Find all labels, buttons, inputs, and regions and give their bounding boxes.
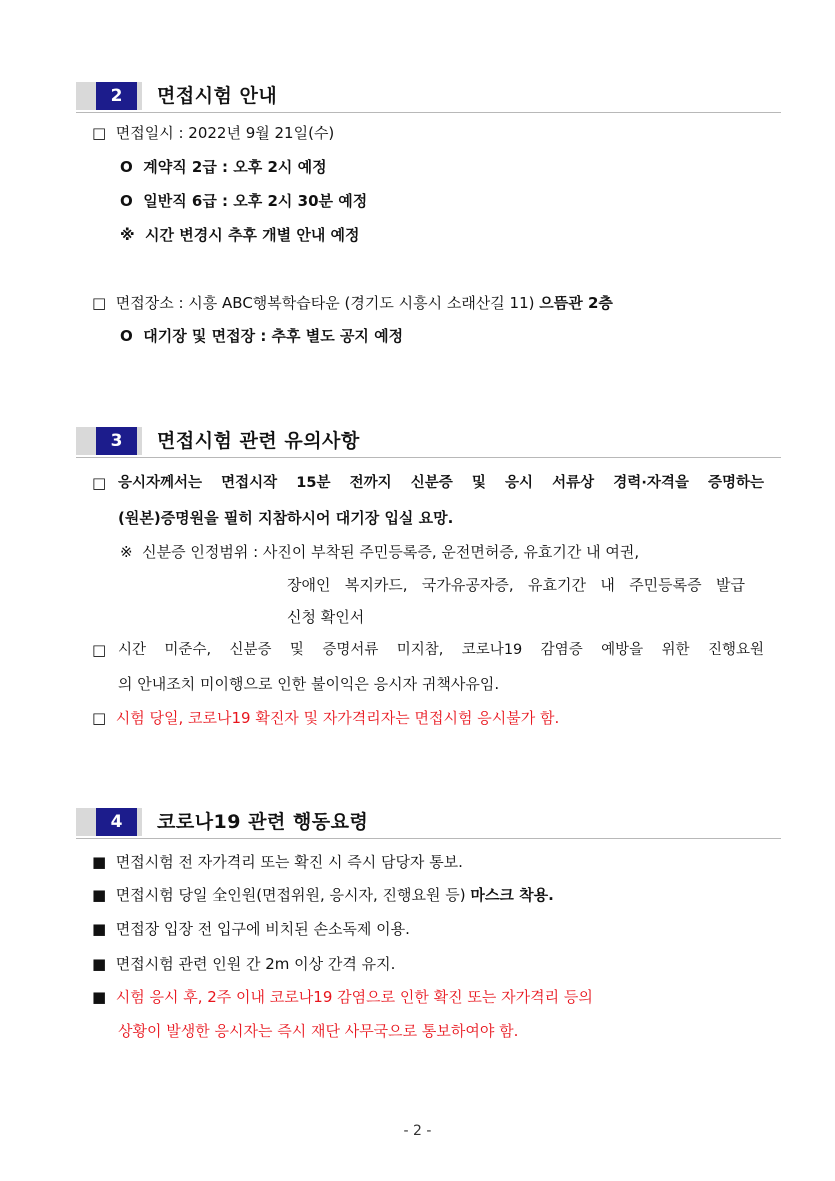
list-item <box>120 156 327 178</box>
item-text: 상황이 발생한 응시자는 즉시 재단 사무국으로 통보하여야 함. <box>118 1022 519 1040</box>
item-text: 의 안내조치 미이행으로 인한 불이익은 응시자 귀책사유임. <box>118 675 500 693</box>
list-item <box>120 190 367 212</box>
section-divider <box>76 838 781 839</box>
square-bullet-icon: ■ <box>92 955 107 973</box>
item-text: 면접장소 : 시흥 ABC행복학습타운 (경기도 시흥시 소래산길 11) <box>115 294 540 312</box>
item-text: 대기장 및 면접장 : 추후 별도 공지 예정 <box>143 327 404 345</box>
square-bullet-icon: ■ <box>92 988 107 1006</box>
circle-bullet-icon: O <box>120 327 133 345</box>
square-bullet-icon: ■ <box>92 886 107 904</box>
square-bullet-icon: ■ <box>92 853 107 871</box>
reference-mark-icon: ※ <box>120 226 135 244</box>
checkbox-bullet-icon: □ <box>92 294 107 312</box>
list-item <box>92 953 395 975</box>
item-text: 일반직 6급 : 오후 2시 30분 예정 <box>143 192 368 210</box>
section-title: 면접시험 안내 <box>157 85 278 107</box>
item-text: 응시자께서는 면접시작 15분 전까지 신분증 및 응시 서류상 경력·자격을 증명하는 <box>118 475 764 491</box>
list-item <box>120 325 403 347</box>
list-item <box>92 918 410 940</box>
list-item-continuation <box>118 507 453 529</box>
section-header-2 <box>76 82 781 114</box>
item-text-emphasis: 마스크 착용. <box>470 886 554 904</box>
section-header-3 <box>76 427 781 459</box>
list-item <box>92 472 764 494</box>
list-item <box>92 707 559 729</box>
item-text: 면접시험 당일 全인원(면접위원, 응시자, 진행요원 등) <box>115 886 471 904</box>
list-item <box>92 851 463 873</box>
item-text-emphasis: 으뜸관 2층 <box>539 294 613 312</box>
item-text: 계약직 2급 : 오후 2시 예정 <box>143 158 327 176</box>
circle-bullet-icon: O <box>120 192 133 210</box>
section-number: 4 <box>96 808 137 836</box>
section-number: 3 <box>96 427 137 455</box>
section-number: 2 <box>96 82 137 110</box>
list-item <box>92 292 613 314</box>
list-item <box>120 541 639 563</box>
checkbox-bullet-icon: □ <box>92 641 107 659</box>
list-item-continuation <box>287 574 745 596</box>
section-title: 코로나19 관련 행동요령 <box>157 811 369 833</box>
section-divider <box>76 112 781 113</box>
circle-bullet-icon: O <box>120 158 133 176</box>
list-item-continuation <box>118 673 499 695</box>
item-text: 시험 당일, 코로나19 확진자 및 자가격리자는 면접시험 응시불가 함. <box>115 709 560 727</box>
item-text: 면접장 입장 전 입구에 비치된 손소독제 이용. <box>115 920 410 938</box>
item-text: 시험 응시 후, 2주 이내 코로나19 감염으로 인한 확진 또는 자가격리 등의 <box>115 988 593 1006</box>
item-text: 면접시험 관련 인원 간 2m 이상 간격 유지. <box>115 955 396 973</box>
section-divider <box>76 457 781 458</box>
item-text: 면접일시 : 2022년 9월 21일(수) <box>115 124 335 142</box>
reference-mark-icon: ※ <box>120 543 133 561</box>
list-item <box>92 122 334 144</box>
item-text: 면접시험 전 자가격리 또는 확진 시 즉시 담당자 통보. <box>115 853 463 871</box>
list-item <box>92 884 554 906</box>
checkbox-bullet-icon: □ <box>92 474 107 492</box>
list-item <box>92 639 764 661</box>
item-text: 신분증 인정범위 : 사진이 부착된 주민등록증, 운전면허증, 유효기간 내 여권, <box>142 543 640 561</box>
item-text: (원본)증명원을 필히 지참하시어 대기장 입실 요망. <box>118 509 454 527</box>
checkbox-bullet-icon: □ <box>92 124 107 142</box>
checkbox-bullet-icon: □ <box>92 709 107 727</box>
list-item <box>92 986 593 1008</box>
page-number: - 2 - <box>403 1123 432 1139</box>
list-item-continuation <box>118 1020 518 1042</box>
item-text: 신청 확인서 <box>287 608 365 626</box>
item-text: 시간 미준수, 신분증 및 증명서류 미지참, 코로나19 감염증 예방을 위한 진행요원 <box>118 642 764 658</box>
item-text: 장애인 복지카드, 국가유공자증, 유효기간 내 주민등록증 발급 <box>287 576 745 594</box>
item-text: 시간 변경시 추후 개별 안내 예정 <box>145 226 360 244</box>
square-bullet-icon: ■ <box>92 920 107 938</box>
list-item-continuation <box>287 606 364 628</box>
section-header-4 <box>76 808 781 840</box>
list-item <box>120 224 360 246</box>
section-title: 면접시험 관련 유의사항 <box>157 430 360 452</box>
